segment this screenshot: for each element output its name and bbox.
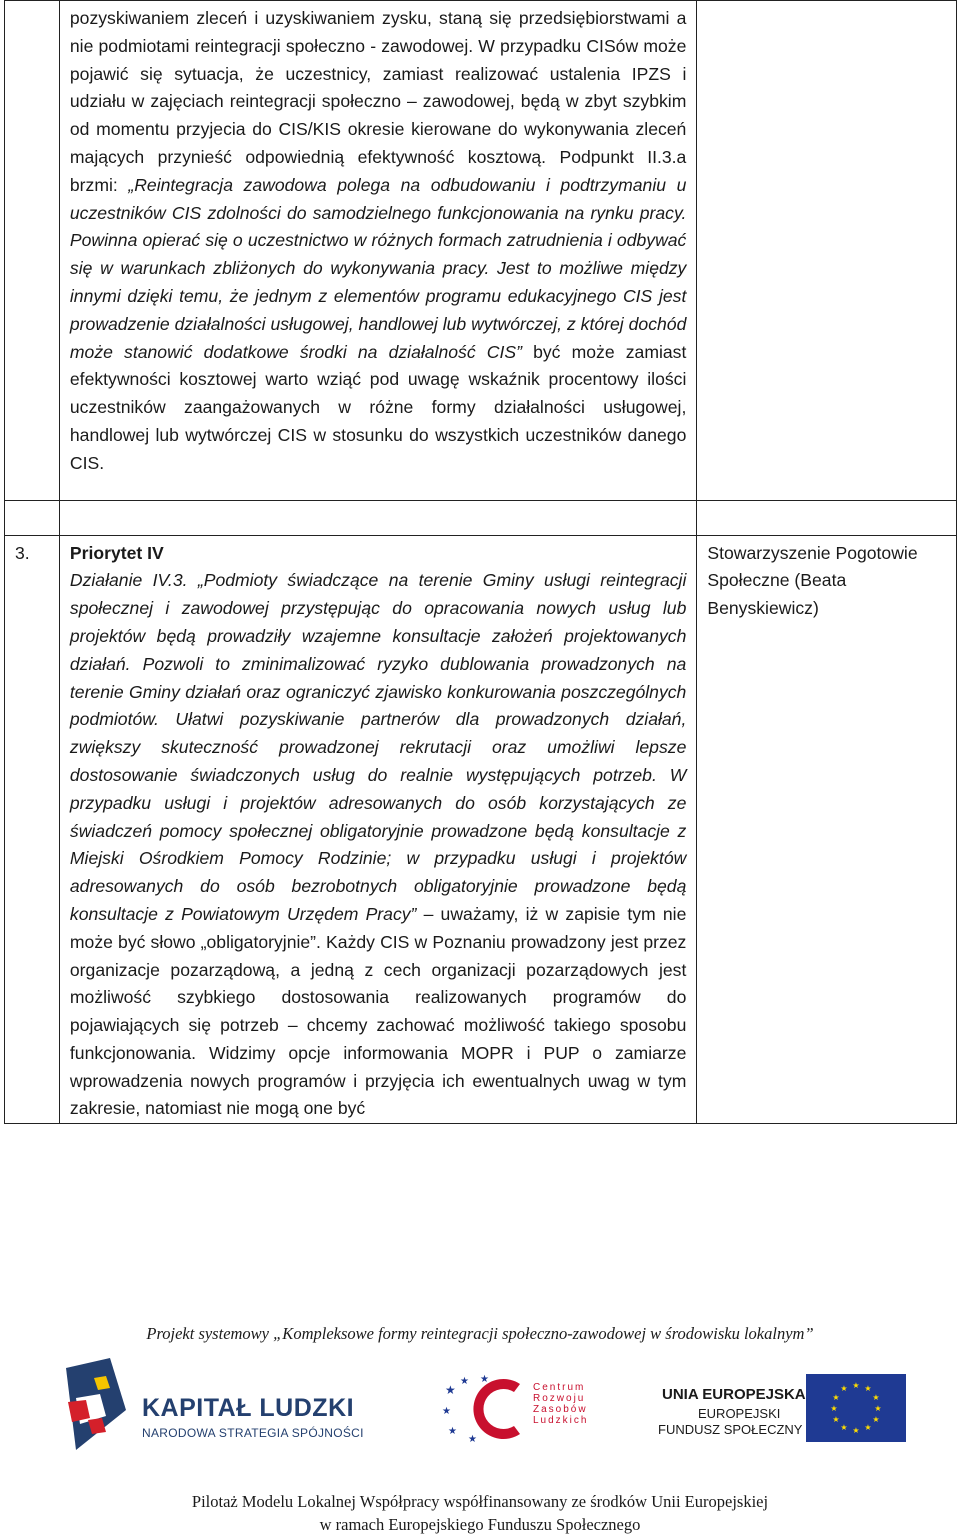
comment-text	[60, 536, 696, 1124]
logo-strip	[0, 1356, 960, 1466]
consultation-table	[4, 0, 957, 1124]
author-cell	[697, 1, 957, 501]
svg-text:★: ★	[448, 1426, 457, 1437]
eu-subtitle-1: EUROPEJSKI	[698, 1406, 781, 1421]
row-number-cell	[5, 535, 60, 1124]
comment-cell	[59, 1, 696, 501]
comment-conclusion: być może zamiast efektywności kosztowej warto wziąć pod uwagę wskaźnik procentowy ilości uczestników zaangażowanych w różne formy działalności usługowej, handlowej lub wytwórczej CIS w stosunku do wszystkich uczestników danego CIS.	[69, 341, 687, 473]
svg-text:★: ★	[460, 1376, 469, 1387]
quoted-regulation: „Reintegracja zawodowa polega na odbudowaniu i podtrzymaniu u uczestników CIS zdolności do samodzielnego funkcjonowania na rynku pracy. Powinna opierać się o uczestnictwo w różnych formach zatrudnienia i odbywać się w warunkach zbliżonych do wykonywania pracy. Jest to możliwe między innymi dzięki temu, że jednym z elementów programu edukacyjnego CIS jest prowadzenie działalności usługowej, handlowej lub wytwórczej, z której dochód może stanowić dodatkowe środki na działalność CIS”	[69, 174, 687, 362]
row-number-cell	[5, 1, 60, 501]
svg-text:★: ★	[864, 1384, 872, 1393]
svg-text:★: ★	[832, 1393, 840, 1402]
page-footer	[0, 1280, 960, 1535]
svg-text:★: ★	[872, 1393, 880, 1402]
eu-title: UNIA EUROPEJSKA	[662, 1386, 806, 1403]
svg-text:★: ★	[445, 1383, 456, 1397]
funding-note	[0, 1490, 960, 1536]
comment-paragraph: pozyskiwaniem zleceń i uzyskiwaniem zysku, staną się przedsiębiorstwami a nie podmiotami reintegracji społeczno - zawodowej. W przypadku CISów może pojawić się sytuacja, że uczestnicy, zamiast realizować ustalenia IPZS i udziału w zajęciach reintegracji społeczno – zawodowej, będą w zbyt szybkim od momentu przyjecia do CIS/KIS okresie kierowane do wykonywania zleceń mających przynieść odpowiednią efektywność kosztową. Podpunkt II.3.a brzmi:	[69, 8, 687, 195]
crzl-line: Ludzkich	[533, 1415, 589, 1426]
eu-flag-icon	[806, 1374, 906, 1442]
kapital-ludzki-logo-icon	[66, 1358, 136, 1450]
priority-heading: Priorytet IV	[69, 542, 164, 563]
svg-text:★: ★	[480, 1374, 489, 1385]
kapital-ludzki-subtitle: NARODOWA STRATEGIA SPÓJNOŚCI	[142, 1426, 364, 1440]
svg-text:★: ★	[840, 1384, 848, 1393]
comment-cell	[59, 535, 696, 1124]
eu-subtitle-2: FUNDUSZ SPOŁECZNY	[658, 1422, 803, 1437]
svg-text:★: ★	[872, 1415, 880, 1424]
comment-paragraph: – uważamy, iż w zapisie tym nie może być słowo „obligatoryjnie”. Każdy CIS w Poznaniu prowadzony jest przez organizacje pozarządową, a jedną z cech organizacji pozarządowych jest możliwość szybkiego dostosowania realizowanych programów do pojawiających się potrzeb – chcemy zachować możliwość takiego sposobu funkcjonowania. Widzimy opcje informowania MOPR i PUP o zamiarze wprowadzenia nowych programów i przyjęcia ich ewentualnych uwag w tym zakresie, natomiast nie mogą one być	[69, 903, 687, 1119]
crzl-text	[533, 1382, 588, 1426]
svg-text:★: ★	[468, 1434, 477, 1444]
svg-text:★: ★	[442, 1406, 451, 1417]
funding-line-1: Pilotaż Modelu Lokalnej Współpracy współfinansowany ze środków Unii Europejskiej	[191, 1492, 769, 1511]
author-cell	[697, 535, 957, 1124]
table-row	[5, 1, 957, 501]
crzl-stars-icon	[440, 1374, 540, 1444]
kapital-ludzki-title: KAPITAŁ LUDZKI	[142, 1394, 355, 1422]
comment-text	[60, 1, 696, 500]
svg-text:★: ★	[852, 1381, 860, 1390]
crzl-line: Zasobów	[533, 1404, 588, 1415]
svg-text:★: ★	[840, 1423, 848, 1432]
crzl-line: Centrum	[533, 1382, 586, 1393]
row-spacer	[5, 500, 957, 535]
crzl-line: Rozwoju	[533, 1393, 586, 1404]
svg-text:★: ★	[832, 1415, 840, 1424]
svg-text:★: ★	[852, 1426, 860, 1435]
table-row	[5, 535, 957, 1124]
svg-text:★: ★	[864, 1423, 872, 1432]
quoted-action: Działanie IV.3. „Podmioty świadczące na terenie Gminy usługi reintegracji społecznej i zawodowej przystępując do opracowania nowych usług lub projektów będą prowadziły wzajemne konsultacje założeń projektowanych działań.	[69, 570, 687, 674]
funding-line-2: w ramach Europejskiego Funduszu Społecznego	[319, 1515, 641, 1534]
quoted-action-cont: Pozwoli to zminimalizować ryzyko dublowania prowadzonych na terenie Gminy działań oraz ograniczyć zjawisko konkurowania poszczególnych podmiotów. Ułatwi pozyskiwanie partnerów dla prowadzonych działań, zwiększy skuteczność prowadzonej rekrutacji oraz umożliwi lepsze dostosowanie świadczonych usług do realnie występujących potrzeb. W przypadku usługi i projektów adresowanych do osób korzystających ze świadczeń pomocy społecznej obligatoryjnie prowadzone będą konsultacje z Miejski Ośrodkiem Pomocy Rodzinie; w przypadku usługi i projektów adresowanych do osób bezrobotnych obligatoryjnie prowadzone będą konsultacje z Powiatowym Urzędem Pracy”	[69, 653, 687, 924]
author-organization: Stowarzyszenie Pogotowie Społeczne (Beata Benyskiewicz)	[707, 542, 918, 619]
svg-text:★: ★	[874, 1404, 882, 1413]
project-title: Projekt systemowy „Kompleksowe formy reintegracji społeczno-zawodowej w środowisku lokalnym”	[146, 1324, 814, 1343]
svg-text:★: ★	[830, 1404, 838, 1413]
row-number: 3.	[15, 542, 30, 563]
